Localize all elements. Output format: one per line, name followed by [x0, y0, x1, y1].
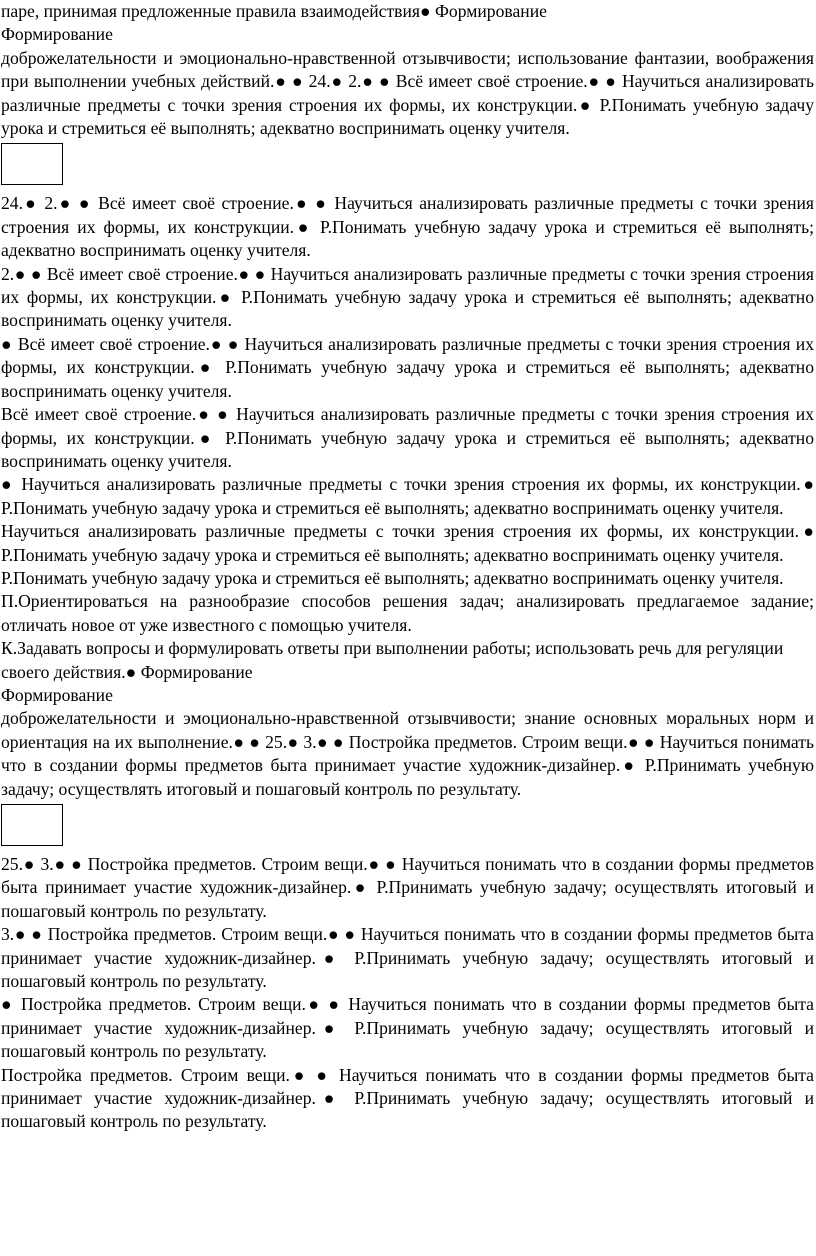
paragraph: доброжелательности и эмоционально-нравственной отзывчивости; использование фантазии, воображения при выполнении учебных действий.● ● 24.● 2.● ● Всё имеет своё строение.● ● Научиться анализировать различные предметы с точки зрения строения их формы, их конструкции.● Р.Понимать учебную задачу урока и стремиться её выполнять; адекватно воспринимать оценку учителя. [1, 47, 814, 139]
paragraph: 25.● 3.● ● Постройка предметов. Строим вещи.● ● Научиться понимать что в создании формы предметов быта принимает участие художник-дизайнер.● Р.Принимать учебную задачу; осуществлять итоговый и пошаговый контроль по результату. [1, 854, 814, 921]
paragraph: доброжелательности и эмоционально-нравственной отзывчивости; знание основных моральных норм и ориентация на их выполнение.● ● 25.● 3.● ● Постройка предметов. Строим вещи.● ● Научиться понимать что в создании формы предметов быта принимает участие художник-дизайнер.● Р.Принимать учебную задачу; осуществлять итоговый и пошаговый контроль по результату. [1, 708, 814, 799]
paragraph: 2.● ● Всё имеет своё строение.● ● Научиться анализировать различные предметы с точки зрения строения их формы, их конструкции.● Р.Понимать учебную задачу урока и стремиться её выполнять; адекватно воспринимать оценку учителя. [1, 263, 814, 331]
paragraph: ● Всё имеет своё строение.● ● Научиться анализировать различные предметы с точки зрения строения их формы, их конструкции.● Р.Понимать учебную задачу урока и стремиться её выполнять; адекватно воспринимать оценку учителя. [1, 333, 814, 401]
paragraph: 3.● ● Постройка предметов. Строим вещи.● ● Научиться понимать что в создании формы предметов быта принимает участие художник-дизайнер.● Р.Принимать учебную задачу; осуществлять итоговый и пошаговый контроль по результату. [1, 924, 814, 992]
empty-cell-box [1, 143, 63, 185]
paragraph: Научиться анализировать различные предметы с точки зрения строения их формы, их конструкции.● Р.Понимать учебную задачу урока и стремиться её выполнять; адекватно воспринимать оценку учителя. [1, 521, 814, 565]
paragraph: ● Постройка предметов. Строим вещи.● ● Научиться понимать что в создании формы предметов быта принимает участие художник-дизайнер.● Р.Принимать учебную задачу; осуществлять итоговый и пошаговый контроль по результату. [1, 994, 814, 1062]
paragraph: Постройка предметов. Строим вещи.● ● Научиться понимать что в создании формы предметов быта принимает участие художник-дизайнер.● Р.Принимать учебную задачу; осуществлять итоговый и пошаговый контроль по результату. [1, 1064, 814, 1132]
paragraph: 24.● 2.● ● Всё имеет своё строение.● ● Научиться анализировать различные предметы с точки зрения строения их формы, их конструкции.● Р.Понимать учебную задачу урока и стремиться её выполнять; адекватно воспринимать оценку учителя. [1, 193, 814, 261]
paragraph: Формирование [1, 684, 113, 705]
paragraph: ● Научиться анализировать различные предметы с точки зрения строения их формы, их конструкции.● Р.Понимать учебную задачу урока и стремиться её выполнять; адекватно воспринимать оценку учителя. [1, 474, 814, 518]
paragraph: Всё имеет своё строение.● ● Научиться анализировать различные предметы с точки зрения строения их формы, их конструкции.● Р.Понимать учебную задачу урока и стремиться её выполнять; адекватно воспринимать оценку учителя. [1, 404, 814, 471]
paragraph: Формирование [1, 24, 113, 45]
paragraph: Р.Понимать учебную задачу урока и стремиться её выполнять; адекватно воспринимать оценку учителя. [1, 567, 784, 588]
empty-cell-box [1, 804, 63, 846]
paragraph: К.Задавать вопросы и формулировать ответы при выполнении работы; использовать речь для регуляции своего действия.● Формирование [1, 638, 784, 682]
paragraph: П.Ориентироваться на разнообразие способов решения задач; анализировать предлагаемое задание; отличать новое от уже известного с помощью учителя. [1, 591, 814, 635]
paragraph: паре, принимая предложенные правила взаимодействия● Формирование [1, 1, 547, 21]
